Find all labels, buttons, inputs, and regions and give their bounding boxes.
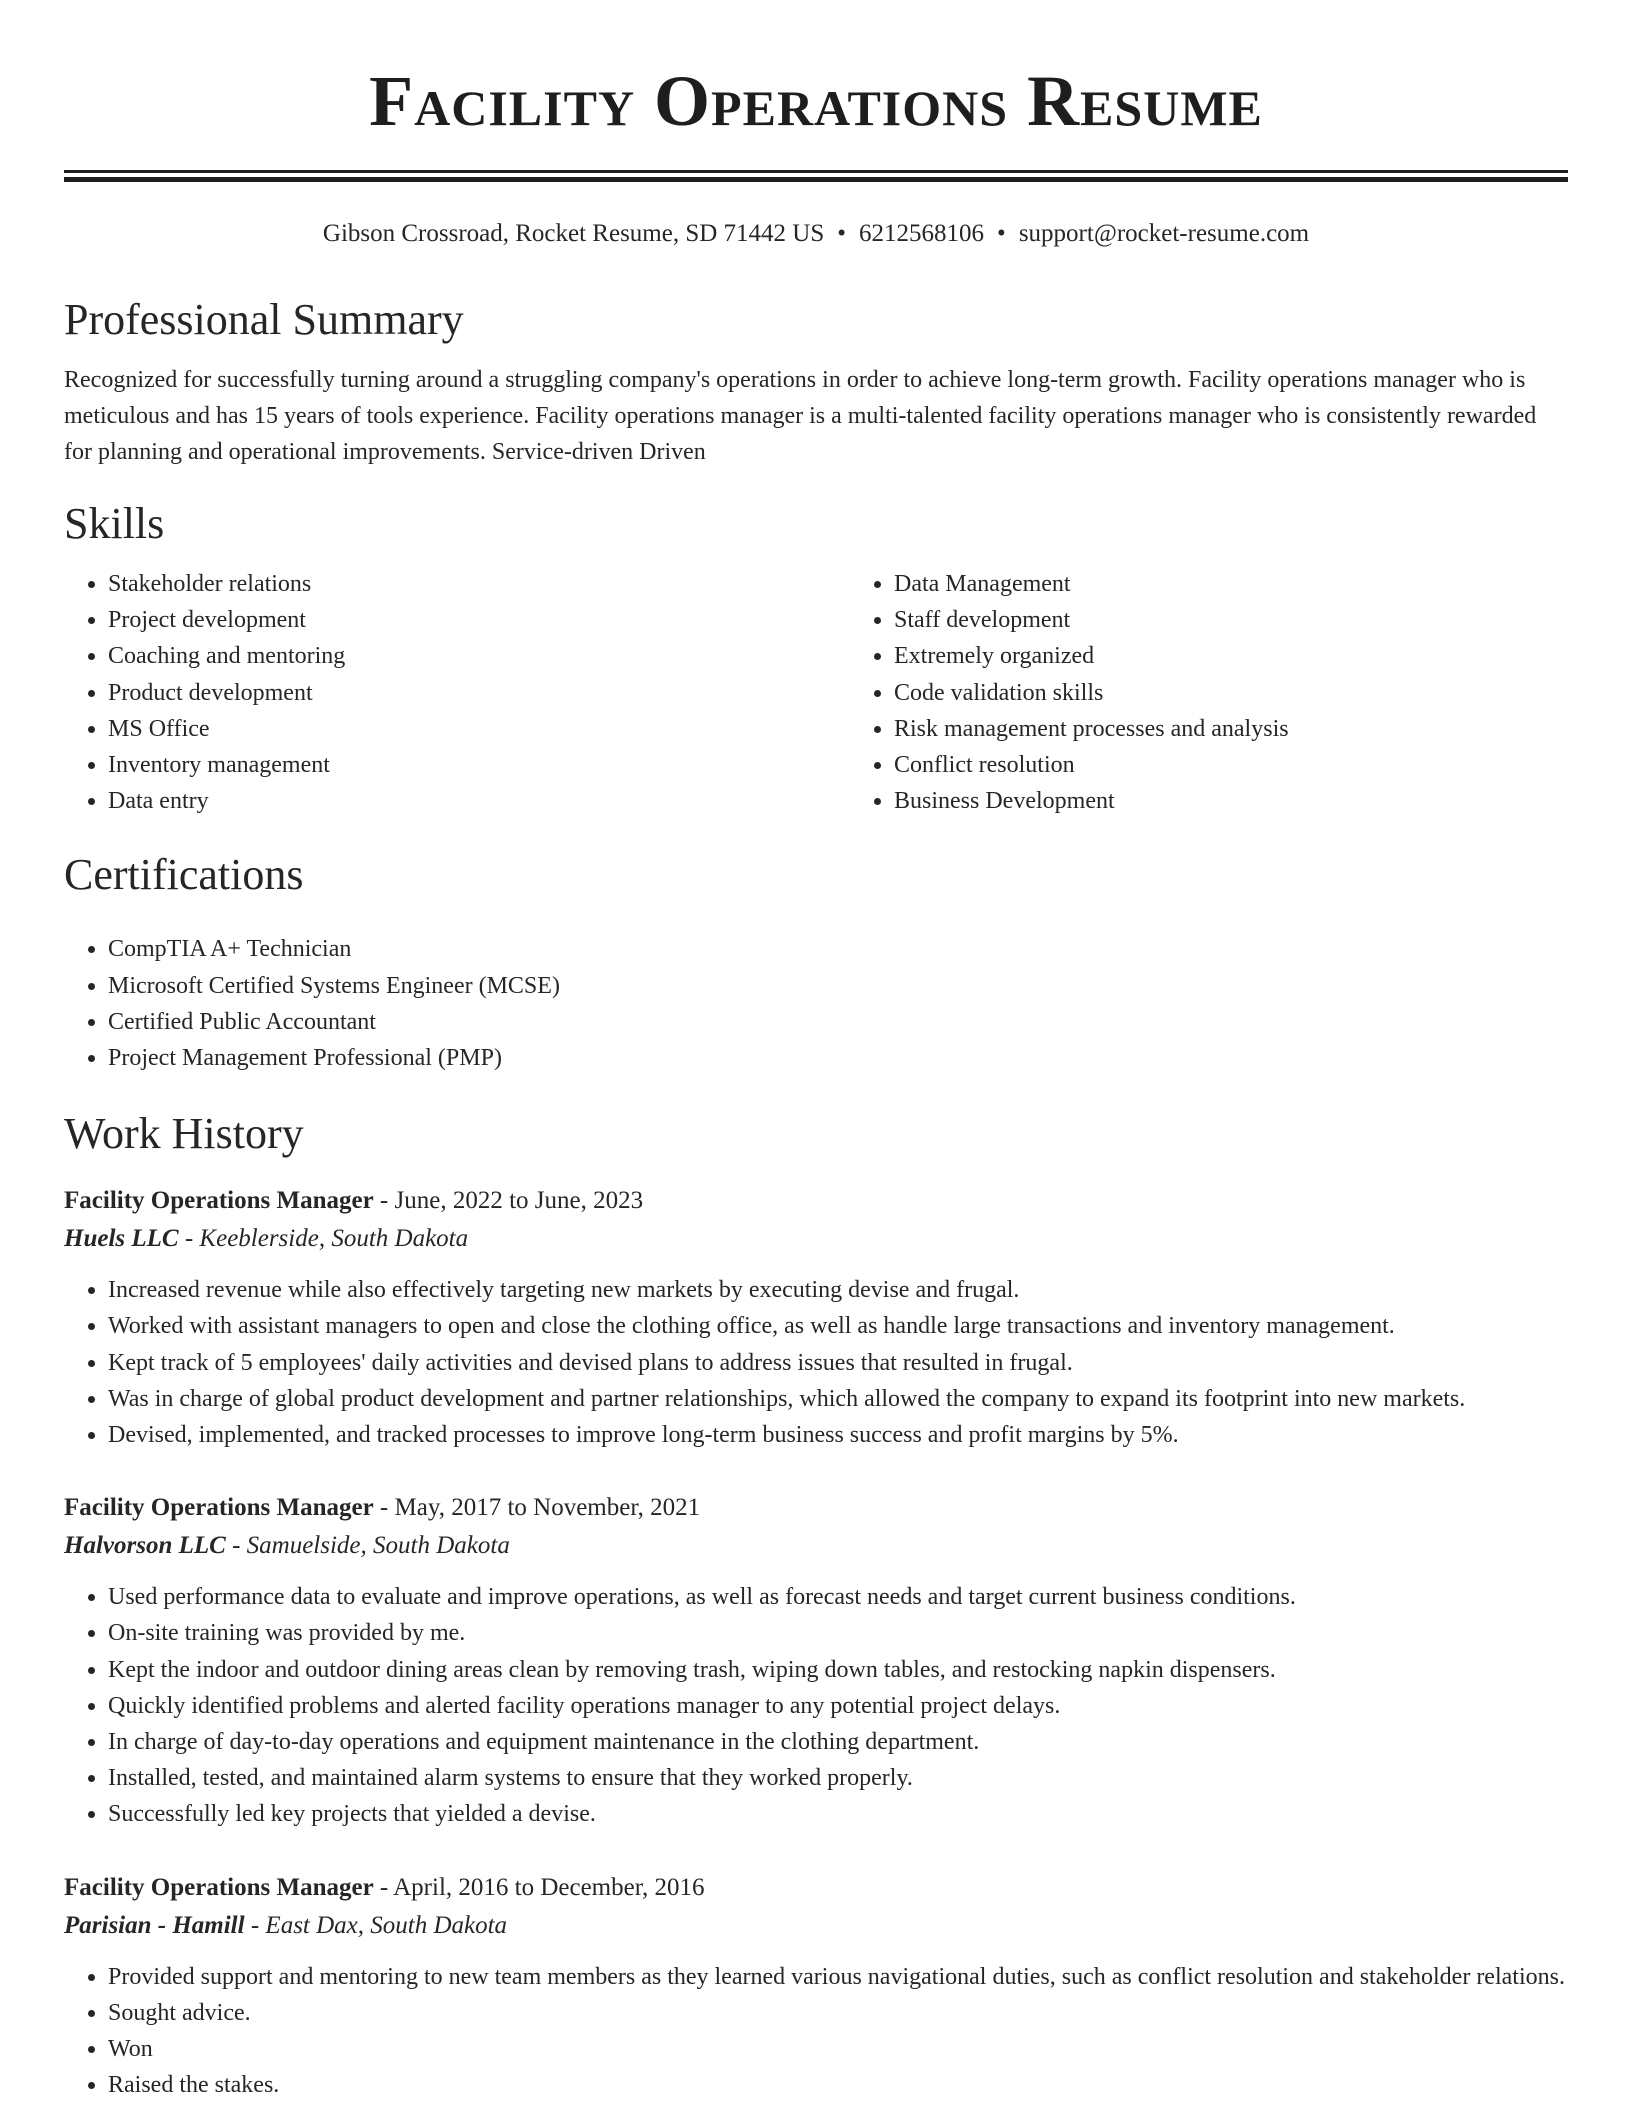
company-line	[64, 1527, 1568, 1565]
job-bullet: • Devised, implemented, and tracked processes to improve long-term business success and profit margins by 5%.	[108, 1417, 1568, 1453]
company-location: - East Dax, South Dakota	[244, 1911, 508, 1939]
company-line	[64, 1907, 1568, 1945]
job-bullet: • Successfully led key projects that yielded a devise.	[108, 1796, 1568, 1832]
job-entry	[64, 1489, 1568, 1832]
job-entry	[64, 1182, 1568, 1453]
job-bullet: • Raised the stakes.	[108, 2067, 1568, 2103]
contact-email: support@rocket-resume.com	[1018, 220, 1310, 247]
skill-item: • Data entry	[108, 783, 850, 819]
job-title: Facility Operations Manager	[64, 1873, 374, 1901]
company-line	[64, 1220, 1568, 1258]
job-bullet: • Kept track of 5 employees' daily activities and devised plans to address issues that resulted in frugal.	[108, 1345, 1568, 1381]
skill-item: • Business Development	[894, 783, 1568, 819]
job-bullet: • Installed, tested, and maintained alarm systems to ensure that they worked properly.	[108, 1760, 1568, 1796]
job-bullet: • Sought advice.	[108, 1995, 1568, 2031]
certification-item: • Project Management Professional (PMP)	[108, 1040, 1568, 1076]
job-title: Facility Operations Manager	[64, 1187, 374, 1215]
job-bullets	[64, 1959, 1568, 2104]
job-bullet: • Was in charge of global product development and partner relationships, which allowed the company to expand its footprint into new markets.	[108, 1381, 1568, 1417]
contact-separator: •	[997, 220, 1006, 247]
section-heading-summary: Professional Summary	[64, 295, 464, 344]
skill-item: • Stakeholder relations	[108, 566, 850, 602]
resume-title: Facility Operations Resume	[369, 61, 1263, 141]
job-bullet: • Kept the indoor and outdoor dining areas clean by removing trash, wiping down tables, and restocking napkin dispensers.	[108, 1652, 1568, 1688]
skills-columns	[64, 566, 1568, 819]
job-dates: - April, 2016 to December, 2016	[373, 1873, 705, 1901]
section-heading-skills: Skills	[64, 499, 165, 548]
job-bullet: • Increased revenue while also effectively targeting new markets by executing devise and frugal.	[108, 1272, 1568, 1308]
contact-address: Gibson Crossroad, Rocket Resume, SD 71442 US	[322, 220, 825, 247]
section-heading-work-history: Work History	[64, 1109, 304, 1159]
skill-item: • Extremely organized	[894, 638, 1568, 674]
job-header	[64, 1869, 1568, 1907]
job-bullet: • Used performance data to evaluate and improve operations, as well as forecast needs and target current business conditions.	[108, 1579, 1568, 1615]
section-heading-certifications: Certifications	[64, 850, 304, 900]
job-bullet: • Won	[108, 2031, 1568, 2067]
skill-item: • Risk management processes and analysis	[894, 711, 1568, 747]
company-name: Parisian - Hamill	[64, 1911, 245, 1939]
job-title: Facility Operations Manager	[64, 1494, 374, 1522]
skill-item: • Code validation skills	[894, 675, 1568, 711]
job-header	[64, 1489, 1568, 1527]
company-location: - Samuelside, South Dakota	[225, 1532, 510, 1560]
contact-phone: 6212568106	[859, 220, 985, 247]
certification-item: • CompTIA A+ Technician	[108, 931, 1568, 967]
skill-item: • Staff development	[894, 602, 1568, 638]
contact-separator: •	[837, 220, 847, 247]
job-dates: - June, 2022 to June, 2023	[373, 1187, 644, 1215]
job-bullet: • In charge of day-to-day operations and equipment maintenance in the clothing department.	[108, 1724, 1568, 1760]
job-entry	[64, 1869, 1568, 2104]
skill-item: • Inventory management	[108, 747, 850, 783]
certification-item: • Certified Public Accountant	[108, 1004, 1568, 1040]
job-bullet: • Provided support and mentoring to new team members as they learned various navigational duties, such as conflict resolution and stakeholder relations.	[108, 1959, 1568, 1995]
company-name: Huels LLC	[64, 1225, 179, 1253]
title-divider	[64, 170, 1568, 182]
certifications-list	[64, 931, 1568, 1076]
company-name: Halvorson LLC	[64, 1532, 226, 1560]
skills-list-left	[64, 566, 850, 819]
job-bullets	[64, 1272, 1568, 1453]
company-location: - Keeblerside, South Dakota	[178, 1225, 469, 1253]
job-header	[64, 1182, 1568, 1220]
skill-item: • Product development	[108, 675, 850, 711]
skill-item: • Data Management	[894, 566, 1568, 602]
job-dates: - May, 2017 to November, 2021	[373, 1494, 701, 1522]
skills-list-right	[850, 566, 1568, 819]
contact-line	[64, 216, 1568, 252]
job-bullets	[64, 1579, 1568, 1832]
job-bullet: • Quickly identified problems and alerted facility operations manager to any potential project delays.	[108, 1688, 1568, 1724]
skill-item: • MS Office	[108, 711, 850, 747]
skill-item: • Coaching and mentoring	[108, 638, 850, 674]
job-bullet: • Worked with assistant managers to open and close the clothing office, as well as handle large transactions and inventory management.	[108, 1308, 1568, 1344]
skill-item: • Project development	[108, 602, 850, 638]
skill-item: • Conflict resolution	[894, 747, 1568, 783]
summary-text: Recognized for successfully turning around a struggling company's operations in order to achieve long-term growth. Facility operations manager who is meticulous and has 15 years of tools experience. Facility operations manager is a multi-talented facility operations manager who is consistently rewarded for planning and operational improvements. Service-driven Driven	[64, 367, 1537, 465]
job-bullet: • On-site training was provided by me.	[108, 1615, 1568, 1651]
certification-item: • Microsoft Certified Systems Engineer (MCSE)	[108, 968, 1568, 1004]
